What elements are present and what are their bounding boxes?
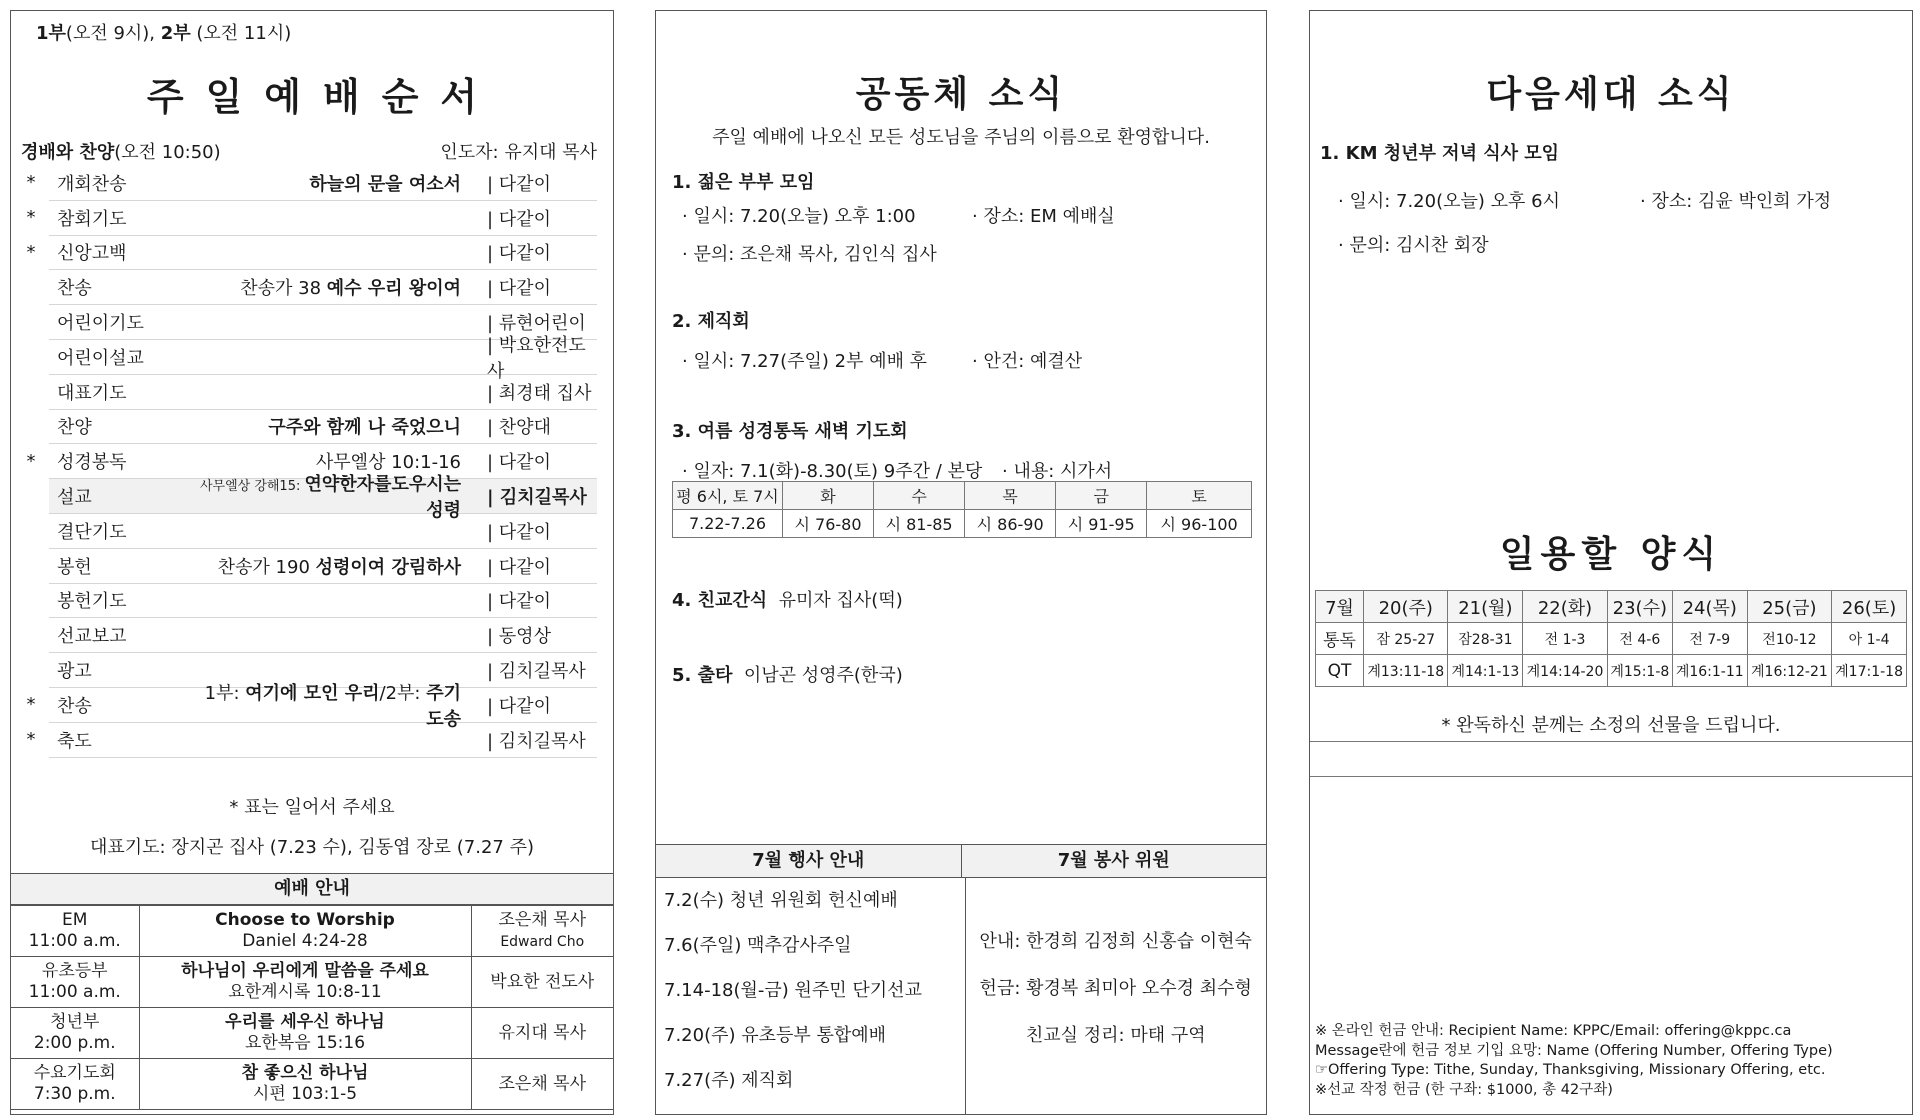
worship-order-panel — [10, 10, 614, 1115]
news-line: · 일시: 7.20(오늘) 오후 1:00 — [682, 206, 916, 227]
order-name: 어린이설교 — [57, 347, 144, 369]
service-guide-header: 예배 안내 — [11, 873, 613, 905]
news-value: 이남곤 성영주(한국) — [743, 665, 903, 686]
servants-header: 7월 봉사 위원 — [1057, 850, 1170, 871]
reading-cell: 계16:12-21 — [1747, 655, 1831, 687]
order-title: 구주와 함께 나 죽었으니 — [268, 417, 461, 439]
order-leader: | 다같이 — [481, 239, 597, 265]
reading-header-cell: 20(주) — [1364, 591, 1448, 623]
order-row — [26, 723, 597, 758]
sermon-title: Choose to Worship — [215, 910, 395, 930]
order-leader: | 다같이 — [481, 553, 597, 579]
reading-header-cell: 23(수) — [1607, 591, 1672, 623]
online-offering-info — [1315, 1022, 1833, 1100]
reading-header-cell: 7월 — [1316, 591, 1364, 623]
news-line: · 일시: 7.27(주일) 2부 예배 후 — [682, 351, 928, 372]
schedule-cell: 시 76-80 — [783, 510, 874, 538]
event-item: 7.6(주일) 맥추감사주일 — [664, 935, 852, 956]
sermon-title: 참 좋으신 하나님 — [241, 1063, 369, 1083]
order-name: 봉헌 — [57, 556, 92, 578]
praise-label: 경배와 찬양 — [21, 142, 115, 163]
reading-header-cell: 25(금) — [1747, 591, 1831, 623]
reading-cell: 계16:1-11 — [1672, 655, 1747, 687]
sermon-title: 하나님이 우리에게 말씀을 주세요 — [181, 961, 429, 981]
schedule-cell: 7.22-7.26 — [673, 510, 783, 538]
schedule-cell: 시 96-100 — [1147, 510, 1252, 538]
order-row — [26, 236, 597, 271]
order-leader: | 김치길목사 — [481, 483, 597, 509]
event-item: 7.2(수) 청년 위원회 헌신예배 — [664, 890, 898, 911]
order-leader: | 다같이 — [481, 274, 597, 300]
part2-time: (오전 11시) — [190, 23, 292, 44]
servant-item: 헌금: 황경복 최미아 오수경 최수형 — [979, 978, 1252, 999]
reading-header-cell: 22(화) — [1523, 591, 1607, 623]
news-young-couples — [672, 168, 1115, 266]
news-heading: 4. 친교간식 — [672, 590, 768, 611]
reading-cell: 계14:14-20 — [1523, 655, 1607, 687]
reading-cell: 전10-12 — [1747, 623, 1831, 655]
km-heading: 1. KM 청년부 저녁 식사 모임 — [1320, 143, 1560, 164]
reading-header-cell: 24(목) — [1672, 591, 1747, 623]
standing-mark: * — [26, 729, 36, 751]
servant-item: 친교실 정리: 마태 구역 — [1025, 1025, 1206, 1046]
reading-cell: 잠28-31 — [1448, 623, 1523, 655]
sermon-title: 우리를 세우신 하나님 — [225, 1012, 385, 1032]
schedule-cell: 화 — [783, 482, 874, 510]
service-guide-table — [11, 905, 613, 1110]
schedule-cell: 목 — [965, 482, 1056, 510]
standing-mark: * — [26, 172, 36, 194]
community-news-panel — [655, 10, 1267, 1115]
order-name: 신앙고백 — [57, 243, 127, 265]
order-leader: | 다같이 — [481, 170, 597, 196]
part1-time: (오전 9시), — [65, 23, 161, 44]
order-name: 성경봉독 — [57, 452, 127, 474]
sermon-verse: 요한계시록 10:8-11 — [228, 982, 382, 1002]
servants-list — [966, 878, 1267, 1114]
next-generation-panel — [1309, 10, 1913, 1115]
events-list — [656, 878, 966, 1114]
preacher: 조은채 목사 — [498, 909, 586, 930]
order-title: 하늘의 문을 여소서 — [309, 173, 461, 195]
order-leader: | 다같이 — [481, 205, 597, 231]
news-deacons-meeting — [672, 307, 1082, 373]
events-header: 7월 행사 안내 — [656, 845, 962, 877]
news-heading: 5. 출타 — [672, 665, 733, 686]
order-name: 설교 — [57, 487, 92, 509]
praise-time: (오전 10:50) — [114, 142, 221, 163]
gift-note: * 완독하신 분께는 소정의 선물을 드립니다. — [1441, 715, 1781, 736]
news-value: 유미자 집사(떡) — [778, 590, 903, 611]
news-travel — [672, 661, 903, 687]
welcome-text: 주일 예배에 나오신 모든 성도님을 주님의 이름으로 환영합니다. — [712, 127, 1210, 148]
page-title: 주일예배순서 — [146, 75, 500, 119]
news-line: · 내용: 시가서 — [1002, 461, 1113, 482]
schedule-cell: 수 — [874, 482, 965, 510]
news-line: · 안건: 예결산 — [972, 351, 1083, 372]
prayer-schedule: 대표기도: 장지곤 집사 (7.23 수), 김동엽 장로 (7.27 주) — [89, 837, 534, 858]
order-name: 어린이기도 — [57, 313, 144, 335]
sermon-verse: 시편 103:1-5 — [252, 1084, 358, 1104]
order-leader: | 동영상 — [481, 622, 597, 648]
news-line: · 장소: EM 예배실 — [972, 206, 1115, 227]
order-name: 축도 — [57, 730, 92, 752]
reading-header-cell: 26(토) — [1832, 591, 1907, 623]
order-title: 연약한자를도우시는성령 — [304, 474, 461, 522]
reading-schedule-table — [672, 481, 1252, 538]
servant-item: 안내: 한경희 김정희 신홍습 이현숙 — [979, 931, 1252, 952]
km-line: · 장소: 김윤 박인희 가정 — [1640, 191, 1832, 212]
service-time: 11:00 a.m. — [28, 982, 121, 1002]
service-name: 유초등부 — [41, 961, 108, 981]
order-sep: /2부: — [379, 682, 427, 704]
order-name: 결단기도 — [57, 521, 127, 543]
standing-mark: * — [26, 694, 36, 716]
km-line: · 일시: 7.20(오늘) 오후 6시 — [1338, 191, 1560, 212]
order-row — [49, 474, 597, 522]
schedule-cell: 시 86-90 — [965, 510, 1056, 538]
order-leader: | 김치길목사 — [481, 727, 597, 753]
order-leader: | 류현어린이 — [481, 309, 597, 335]
reading-cell: 계13:11-18 — [1364, 655, 1448, 687]
order-row — [49, 584, 597, 619]
reading-cell: 아 1-4 — [1832, 623, 1907, 655]
sermon-verse: Daniel 4:24-28 — [242, 931, 368, 951]
sermon-verse: 요한복음 15:16 — [244, 1033, 366, 1053]
part1-label: 1부 — [36, 23, 66, 44]
schedule-cell: 금 — [1056, 482, 1147, 510]
reading-cell: 계15:1-8 — [1607, 655, 1672, 687]
order-row — [49, 618, 597, 653]
reading-cell: 전 1-3 — [1523, 623, 1607, 655]
order-title: 예수 우리 왕이여 — [326, 278, 461, 300]
offering-line: Message란에 헌금 정보 기입 요망: Name (Offering Number, Offering Type) — [1315, 1042, 1833, 1059]
praise-lead-row — [21, 136, 597, 166]
reading-cell: 전 4-6 — [1607, 623, 1672, 655]
order-prefix: 사무엘상 10:1-16 — [315, 452, 461, 474]
order-prefix: 찬송가 38 — [240, 278, 327, 300]
order-row — [49, 410, 597, 445]
order-leader: | 다같이 — [481, 448, 597, 474]
reading-row — [1316, 623, 1907, 655]
reading-cell: 통독 — [1316, 623, 1364, 655]
order-row — [26, 682, 597, 730]
order-name: 찬송 — [57, 278, 92, 300]
order-name: 개회찬송 — [57, 173, 127, 195]
service-time: 2:00 p.m. — [33, 1033, 116, 1053]
schedule-cell: 시 81-85 — [874, 510, 965, 538]
preacher-english: Edward Cho — [500, 933, 585, 950]
order-row — [26, 201, 597, 236]
praise-leader: 인도자: 유지대 목사 — [440, 142, 597, 163]
standing-mark: * — [26, 450, 36, 472]
order-row — [26, 166, 597, 201]
order-row — [49, 514, 597, 549]
order-name: 대표기도 — [57, 382, 127, 404]
order-name: 찬양 — [57, 417, 92, 439]
order-row — [49, 270, 597, 305]
service-row — [11, 1059, 613, 1110]
order-prefix: 찬송가 190 — [217, 556, 316, 578]
reading-cell: 계17:1-18 — [1832, 655, 1907, 687]
reading-cell: 전 7-9 — [1672, 623, 1747, 655]
event-item: 7.14-18(월-금) 원주민 단기선교 — [664, 980, 922, 1001]
order-title: 주기도송 — [426, 682, 461, 730]
order-leader: | 김치길목사 — [481, 657, 597, 683]
reading-row — [1316, 655, 1907, 687]
schedule-cell: 평 6시, 토 7시 — [673, 482, 783, 510]
offering-line: ※선교 작정 헌금 (한 구좌: $1000, 총 42구좌) — [1315, 1081, 1613, 1098]
offering-line: ☞Offering Type: Tithe, Sunday, Thanksgiving, Missionary Offering, etc. — [1315, 1062, 1826, 1078]
standing-mark: * — [26, 241, 36, 263]
preacher: 조은채 목사 — [498, 1073, 586, 1094]
event-item: 7.20(주) 유초등부 통합예배 — [664, 1025, 887, 1046]
service-time: 11:00 a.m. — [28, 931, 121, 951]
km-line: · 문의: 김시찬 회장 — [1338, 235, 1489, 256]
service-name: 청년부 — [50, 1012, 100, 1032]
preacher: 박요한 전도사 — [490, 971, 595, 992]
reading-cell: QT — [1316, 655, 1364, 687]
news-heading: 2. 제직회 — [672, 311, 750, 332]
order-leader: | 찬양대 — [481, 413, 597, 439]
km-youth-dinner — [1320, 139, 1831, 257]
schedule-row — [673, 510, 1252, 538]
worship-order-list — [21, 166, 597, 758]
service-times — [36, 19, 291, 45]
standing-mark: * — [26, 207, 36, 229]
july-info-box — [656, 844, 1266, 1114]
daily-reading-table — [1315, 590, 1907, 687]
service-row — [11, 1008, 613, 1059]
news-fellowship-snack — [672, 586, 903, 612]
order-leader: | 다같이 — [481, 518, 597, 544]
service-time: 7:30 p.m. — [33, 1084, 116, 1104]
order-row — [49, 334, 597, 382]
order-prefix: 1부: — [204, 682, 246, 704]
community-title: 공동체 소식 — [855, 74, 1067, 115]
reading-header-row — [1316, 591, 1907, 623]
news-line: · 일자: 7.1(화)-8.30(토) 9주간 / 본당 — [682, 461, 983, 482]
service-row — [11, 906, 613, 957]
order-leader: | 다같이 — [481, 692, 597, 718]
schedule-cell: 토 — [1147, 482, 1252, 510]
sermon-series: 사무엘상 강해15: — [199, 479, 305, 495]
schedule-row — [673, 482, 1252, 510]
daily-bread-title: 일용할 양식 — [1499, 534, 1723, 575]
next-gen-title: 다음세대 소식 — [1486, 74, 1736, 115]
part2-label: 2부 — [160, 23, 191, 44]
order-leader: | 박요한전도사 — [481, 331, 597, 383]
standing-note: * 표는 일어서 주세요 — [229, 797, 395, 818]
news-heading: 3. 여름 성경통독 새벽 기도회 — [672, 421, 908, 442]
event-item: 7.27(주) 제직회 — [664, 1070, 794, 1091]
reading-cell: 계14:1-13 — [1448, 655, 1523, 687]
order-name: 참회기도 — [57, 208, 127, 230]
news-line: · 문의: 조은채 목사, 김인식 집사 — [682, 244, 937, 265]
offering-line: ※ 온라인 헌금 안내: Recipient Name: KPPC/Email: offering@kppc.ca — [1315, 1023, 1792, 1039]
service-name: 수요기도회 — [33, 1063, 116, 1083]
order-leader: | 최경태 집사 — [481, 379, 597, 405]
reading-header-cell: 21(월) — [1448, 591, 1523, 623]
news-heading: 1. 젊은 부부 모임 — [672, 172, 815, 193]
service-row — [11, 957, 613, 1008]
order-name: 찬송 — [57, 695, 92, 717]
news-bible-reading — [672, 417, 1112, 483]
service-name: EM — [62, 910, 88, 930]
order-leader: | 다같이 — [481, 587, 597, 613]
order-title: 성령이여 강림하사 — [315, 556, 461, 578]
order-name: 광고 — [57, 661, 92, 683]
order-name: 선교보고 — [57, 626, 127, 648]
order-row — [49, 375, 597, 410]
order-row — [49, 549, 597, 584]
order-name: 봉헌기도 — [57, 591, 127, 613]
reading-cell: 잠 25-27 — [1364, 623, 1448, 655]
schedule-cell: 시 91-95 — [1056, 510, 1147, 538]
divider-bar — [1310, 741, 1912, 777]
preacher: 유지대 목사 — [498, 1022, 586, 1043]
order-title: 여기에 모인 우리 — [245, 682, 380, 704]
